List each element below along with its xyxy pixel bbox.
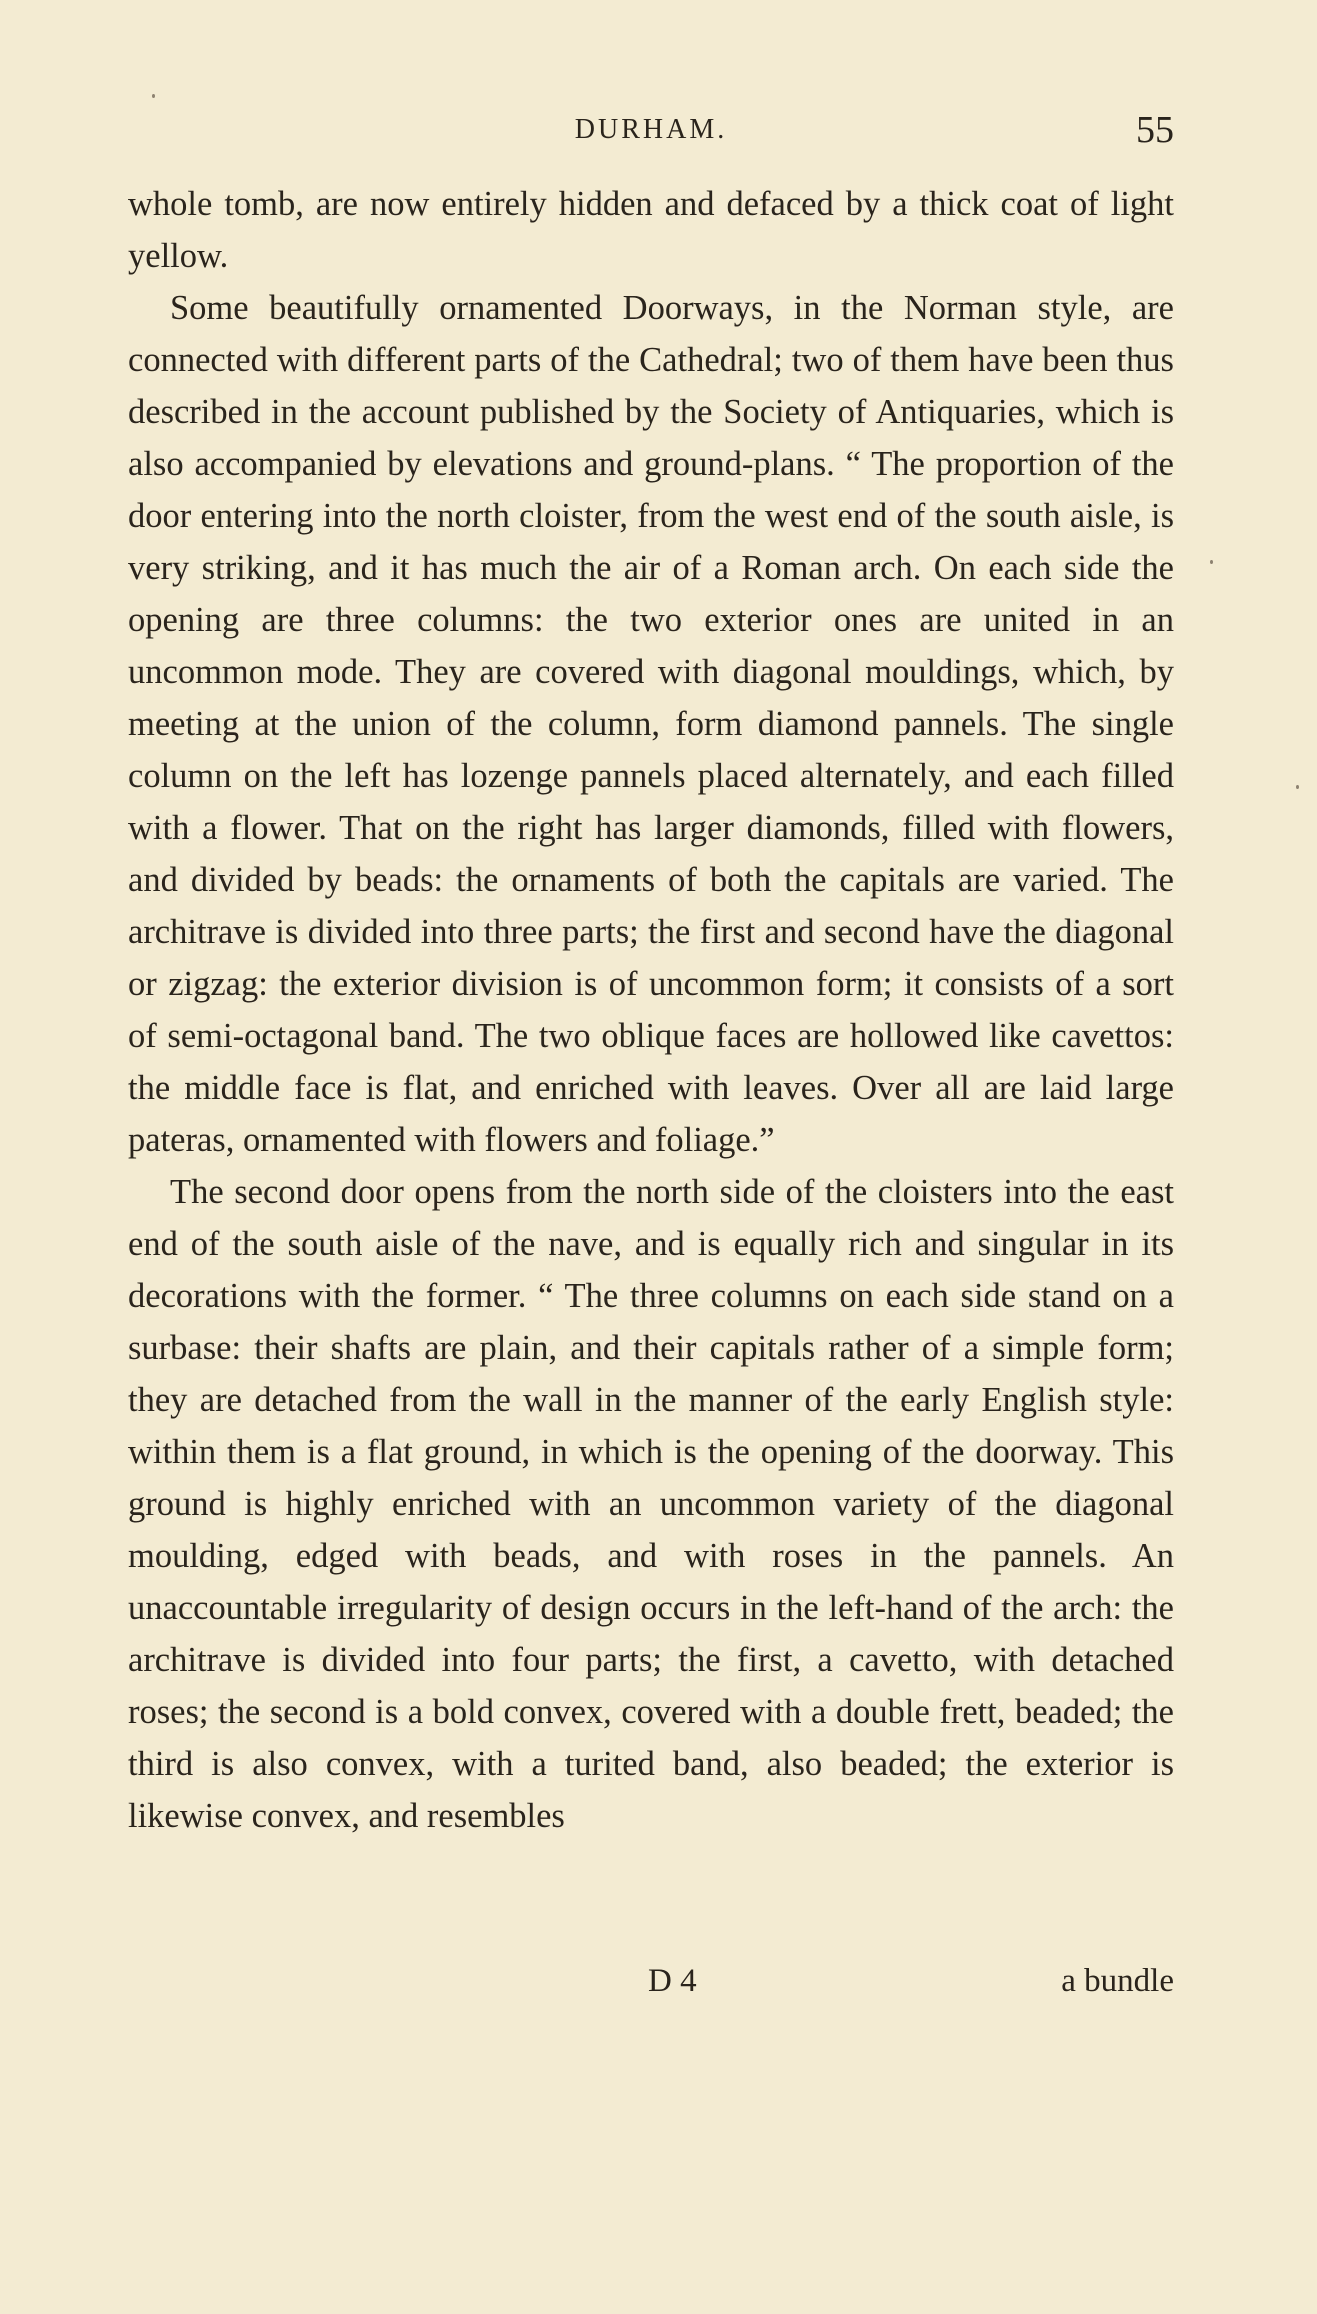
catchword: a bundle <box>1061 1963 1174 1999</box>
paragraph-second-door: The second door opens from the north side of the cloisters into the east end of the south aisle of the nave, and is equally rich and singular in its decorations with the former. “ The three columns on each side stand on a surbase: their shafts are plain, and their capitals rather of a simple form; they are detached from the wall in the manner of the early English style: within them is a flat ground, in which is the opening of the doorway. This ground is highly enriched with an uncommon variety of the diagonal moulding, edged with beads, and with roses in the pannels. An unaccountable irregularity of design occurs in the left-hand of the arch: the architrave is divided into four parts; the first, a cavetto, with detached roses; the second is a bold convex, covered with a double frett, beaded; the third is also convex, with a turited band, also beaded; the exterior is likewise convex, and resembles <box>128 1173 1174 1835</box>
signature-mark: D 4 <box>648 1963 697 1999</box>
page-footer <box>128 1963 1174 2013</box>
paper-speck <box>1210 560 1213 564</box>
running-header <box>128 108 1174 152</box>
paragraph-continuation: whole tomb, are now entirely hidden and defaced by a thick coat of light yellow. <box>128 185 1174 275</box>
paragraph-doorways: Some beautifully ornamented Doorways, in the Norman style, are connected with different parts of the Cathedral; two of them have been thus described in the account published by the Society of Antiquaries, which is also accompanied by elevations and ground-plans. “ The proportion of the door entering into the north cloister, from the west end of the south aisle, is very striking, and it has much the air of a Roman arch. On each side the opening are three columns: the two exterior ones are united in an uncommon mode. They are covered with diagonal mouldings, which, by meeting at the union of the column, form diamond pannels. The single column on the left has lozenge pannels placed alternately, and each filled with a flower. That on the right has larger diamonds, filled with flowers, and divided by beads: the ornaments of both the capitals are varied. The architrave is divided into three parts; the first and second have the diagonal or zigzag: the exterior division is of uncommon form; it consists of a sort of semi-octagonal band. The two oblique faces are hollowed like cavettos: the middle face is flat, and enriched with leaves. Over all are laid large pateras, ornamented with flowers and foliage.” <box>128 289 1174 1159</box>
page-number: 55 <box>1136 109 1174 151</box>
paper-speck <box>152 94 155 98</box>
body-text <box>128 178 1174 1842</box>
running-title: DURHAM. <box>574 114 728 145</box>
paper-speck <box>1296 785 1299 789</box>
